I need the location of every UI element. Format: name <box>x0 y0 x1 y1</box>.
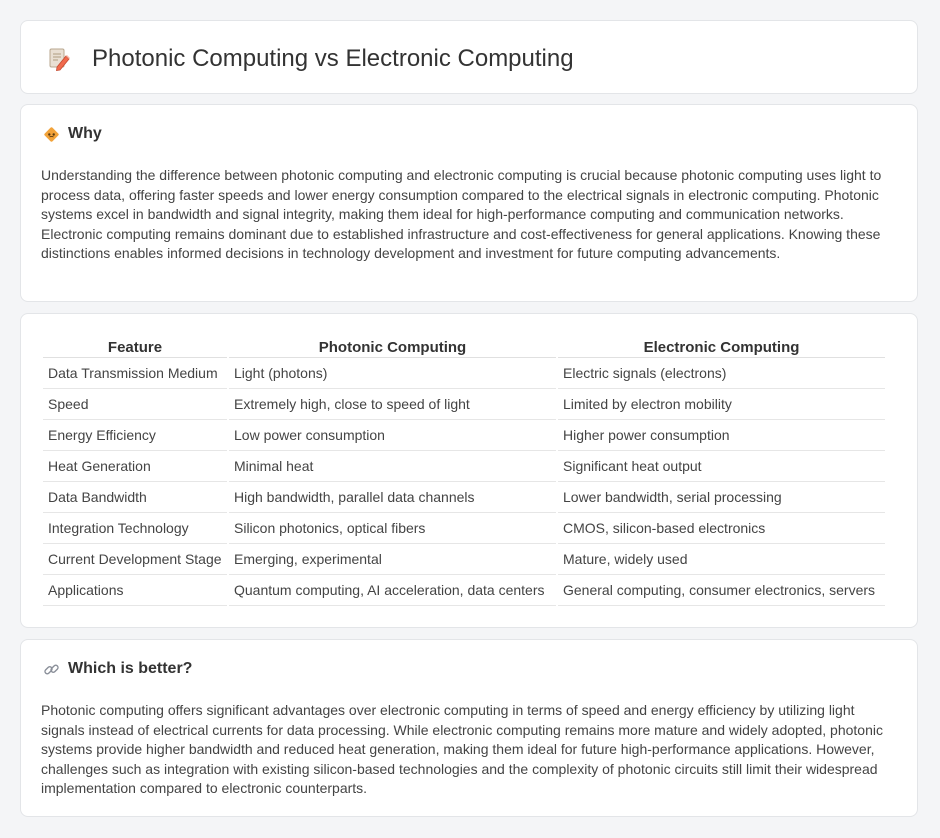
electronic-cell: General computing, consumer electronics, servers <box>558 575 885 606</box>
table-row <box>43 358 885 389</box>
table-row <box>43 544 885 575</box>
better-heading <box>43 660 192 678</box>
electronic-cell: Significant heat output <box>558 451 885 482</box>
photonic-cell: Low power consumption <box>229 420 556 451</box>
feature-cell: Energy Efficiency <box>43 420 227 451</box>
table-header-row <box>43 334 885 358</box>
photonic-cell: Minimal heat <box>229 451 556 482</box>
electronic-cell: Electric signals (electrons) <box>558 358 885 389</box>
electronic-cell: Mature, widely used <box>558 544 885 575</box>
which-is-better-section <box>20 639 918 817</box>
photonic-cell: Extremely high, close to speed of light <box>229 389 556 420</box>
feature-cell: Integration Technology <box>43 513 227 544</box>
better-paragraph: Photonic computing offers significant advantages over electronic computing in terms of speed and energy efficiency by utilizing light signals instead of electrical currents for data processing. While electronic computing remains more mature and widely adopted, photonic systems provide higher bandwidth and reduced heat generation, making them ideal for future high-performance applications. However, challenges such as integration with existing silicon-based technologies and the complexity of photonic circuits still limit their widespread implementation compared to electronic counterparts. <box>41 702 883 796</box>
electronic-cell: Higher power consumption <box>558 420 885 451</box>
table-row <box>43 513 885 544</box>
feature-cell: Current Development Stage <box>43 544 227 575</box>
electronic-cell: Lower bandwidth, serial processing <box>558 482 885 513</box>
why-section <box>20 104 918 302</box>
photonic-cell: Silicon photonics, optical fibers <box>229 513 556 544</box>
page-title: Photonic Computing vs Electronic Computing <box>92 45 574 72</box>
header-photonic: Photonic Computing <box>229 334 556 358</box>
electronic-cell: CMOS, silicon-based electronics <box>558 513 885 544</box>
comparison-table-card <box>20 313 918 628</box>
header-card <box>20 20 918 94</box>
header-electronic: Electronic Computing <box>558 334 885 358</box>
table-row <box>43 451 885 482</box>
why-paragraph: Understanding the difference between photonic computing and electronic computing is crucial because photonic computing uses light to process data, offering faster speeds and lower energy consumption compared to the electrical signals in electronic computing. Photonic systems excel in bandwidth and signal integrity, making them ideal for high-performance computing and communication networks. Electronic computing remains dominant due to established infrastructure and cost-effectiveness for general applications. Knowing these distinctions enables informed decisions in technology development and investment for future computing advancements. <box>41 167 882 261</box>
document-pencil-icon <box>47 47 71 71</box>
comparison-table <box>41 334 887 606</box>
why-heading <box>43 125 102 143</box>
better-title: Which is better? <box>68 660 193 677</box>
photonic-cell: Light (photons) <box>229 358 556 389</box>
why-title: Why <box>68 125 102 142</box>
table-row <box>43 575 885 606</box>
feature-cell: Heat Generation <box>43 451 227 482</box>
feature-cell: Data Bandwidth <box>43 482 227 513</box>
table-row <box>43 420 885 451</box>
feature-cell: Data Transmission Medium <box>43 358 227 389</box>
warning-diamond-icon <box>43 126 60 143</box>
photonic-cell: Quantum computing, AI acceleration, data centers <box>229 575 556 606</box>
electronic-cell: Limited by electron mobility <box>558 389 885 420</box>
photonic-cell: Emerging, experimental <box>229 544 556 575</box>
header-feature: Feature <box>43 334 227 358</box>
feature-cell: Speed <box>43 389 227 420</box>
link-icon <box>43 661 60 678</box>
feature-cell: Applications <box>43 575 227 606</box>
table-row <box>43 482 885 513</box>
table-row <box>43 389 885 420</box>
photonic-cell: High bandwidth, parallel data channels <box>229 482 556 513</box>
